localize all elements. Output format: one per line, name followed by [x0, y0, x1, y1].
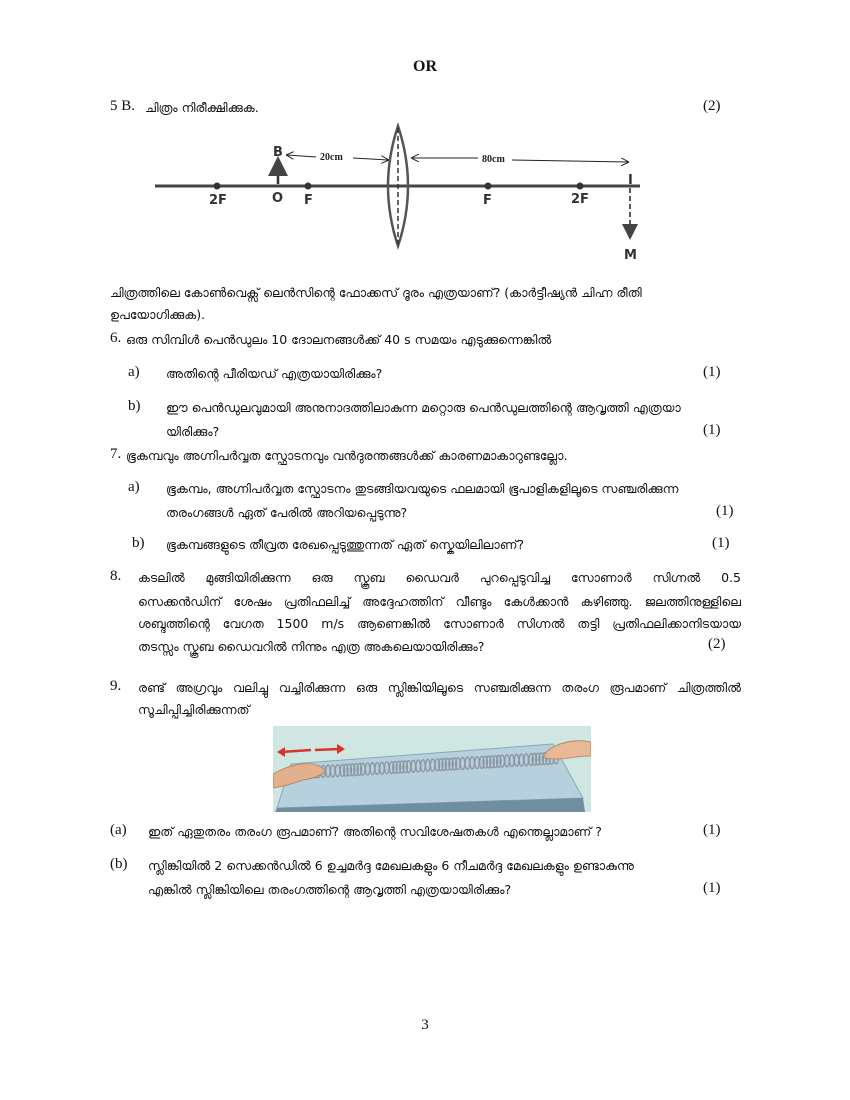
q6a-marks: (1) — [703, 364, 721, 380]
q6a-text: അതിന്റെ പീരിയഡ് എത്രയായിരിക്കും? — [166, 366, 383, 381]
section-or-heading: OR — [413, 58, 437, 75]
red-arrow-right — [315, 749, 339, 750]
q9-number: 9. — [110, 678, 122, 694]
label-20cm: 20cm — [320, 152, 343, 163]
q6b-label: b) — [128, 398, 141, 414]
q9b-line2: എങ്കിൽ സ്ലിങ്കിയിലെ തരംഗത്തിന്റെ ആവൃത്തി എത്രയായിരിക്കും? — [148, 882, 512, 897]
q9b-marks: (1) — [703, 880, 721, 896]
page-number: 3 — [421, 1017, 429, 1033]
q7a-marks: (1) — [716, 503, 734, 519]
q9a-label: (a) — [110, 822, 127, 838]
q6-text: ഒരു സിമ്പിൾ പെൻഡുലം 10 ദോലനങ്ങൾക്ക് 40 s സമയം എടുക്കുന്നെങ്കിൽ — [126, 332, 552, 347]
point-2f-right — [577, 183, 584, 190]
q8-line1: കടലിൽ മുങ്ങിയിരിക്കുന്ന ഒരു സ്കൂബ ഡൈവർ പുറപ്പെടുവിച്ച സോണാർ സിഗ്നൽ 0.5 — [138, 570, 741, 585]
label-2f-right: 2F — [571, 192, 589, 207]
label-m: M — [624, 248, 637, 263]
q6-number: 6. — [110, 330, 122, 346]
q7-number: 7. — [110, 446, 122, 462]
q7b-text: ഭൂകമ്പങ്ങളുടെ തീവ്രത രേഖപ്പെടുത്തുന്നത് ഏത് സ്കെയിലിലാണ്? — [166, 537, 525, 552]
q6b-line2: യിരിക്കും? — [166, 424, 220, 439]
q9-line2: സൂചിപ്പിച്ചിരിക്കുന്നത് — [138, 702, 250, 717]
q7a-line1: ഭൂകമ്പം, അഗ്നിപർവ്വത സ്ഫോടനം തുടങ്ങിയവയുടെ ഫലമായി ഭൂപാളികളിലൂടെ സഞ്ചരിക്കുന്ന — [166, 481, 679, 496]
q7b-marks: (1) — [712, 535, 730, 551]
q8-line2: സെക്കൻഡിന് ശേഷം പ്രതിഫലിച്ച് അദ്ദേഹത്തിന് വീണ്ടും കേൾക്കാൻ കഴിഞ്ഞു. ജലത്തിനുള്ളിലെ — [138, 594, 741, 609]
distance-arrow-80-right — [512, 160, 628, 162]
slinky-wave-picture — [273, 726, 591, 812]
q9a-text: ഇത് ഏതുതരം തരംഗ രൂപമാണ്? അതിന്റെ സവിശേഷതകൾ എന്തെല്ലാമാണ് ? — [148, 824, 602, 839]
q9b-label: (b) — [110, 856, 128, 872]
q5b-instruction: ചിത്രം നിരീക്ഷിക്കുക. — [145, 100, 259, 115]
q7a-label: a) — [128, 479, 140, 495]
distance-arrow-20-left — [287, 155, 316, 157]
distance-arrow-20-right — [353, 158, 388, 160]
q7-text: ഭൂകമ്പവും അഗ്നിപർവ്വത സ്ഫോടനവും വൻദുരന്തങ്ങൾക്ക് കാരണമാകാറുണ്ടല്ലോ. — [126, 448, 568, 463]
point-f-left — [305, 183, 312, 190]
q7b-label: b) — [132, 535, 145, 551]
q8-line3: ശബ്ദത്തിന്റെ വേഗത 1500 m/s ആണെങ്കിൽ സോണാർ സിഗ്നൽ തട്ടി പ്രതിഫലിക്കാനിടയായ — [138, 616, 741, 631]
q7a-line2: തരംഗങ്ങൾ ഏത് പേരിൽ അറിയപ്പെടുന്നു? — [166, 505, 408, 520]
label-2f-left: 2F — [209, 193, 227, 208]
point-f-right — [485, 183, 492, 190]
q5b-question-line2: ഉപയോഗിക്കുക). — [110, 307, 206, 322]
label-o: O — [272, 191, 284, 206]
label-i: I — [628, 173, 633, 188]
q8-number: 8. — [110, 568, 122, 584]
point-2f-left — [214, 183, 221, 190]
q8-line4: തടസ്സം സ്കൂബ ഡൈവറിൽ നിന്നും എത്ര അകലെയായിരിക്കും? — [138, 639, 485, 654]
q8-marks: (2) — [708, 636, 726, 652]
q6b-line1: ഈ പെൻഡുലവുമായി അനുനാദത്തിലാകുന്ന മറ്റൊരു പെൻഡുലത്തിന്റെ ആവൃത്തി എത്രയാ — [166, 400, 681, 415]
q5b-marks: (2) — [703, 98, 721, 114]
q9b-line1: സ്ലിങ്കിയിൽ 2 സെക്കൻഡിൽ 6 ഉച്ചമർദ്ദ മേഖലകളും 6 നീചമർദ്ദ മേഖലകളും ഉണ്ടാകുന്നു — [148, 858, 634, 873]
q5b-question-line1: ചിത്രത്തിലെ കോൺവെക്സ് ലെൻസിന്റെ ഫോക്കസ് ദൂരം എത്രയാണ്? (കാർട്ടീഷ്യൻ ചിഹ്ന രീതി — [110, 285, 642, 300]
q5b-number: 5 B. — [110, 98, 136, 114]
q9-line1: രണ്ട് അഗ്രവും വലിച്ചു വച്ചിരിക്കുന്ന ഒരു സ്ലിങ്കിയിലൂടെ സഞ്ചരിക്കുന്ന തരംഗ രൂപമാണ് ചിത്രത്തിൽ — [138, 680, 741, 695]
label-f-right: F — [483, 193, 492, 208]
q6a-label: a) — [128, 364, 140, 380]
label-80cm: 80cm — [482, 154, 505, 165]
label-f-left: F — [304, 193, 313, 208]
convex-lens-ray-diagram — [150, 120, 650, 265]
q6b-marks: (1) — [703, 422, 721, 438]
q9a-marks: (1) — [703, 822, 721, 838]
label-b: B — [273, 145, 283, 160]
